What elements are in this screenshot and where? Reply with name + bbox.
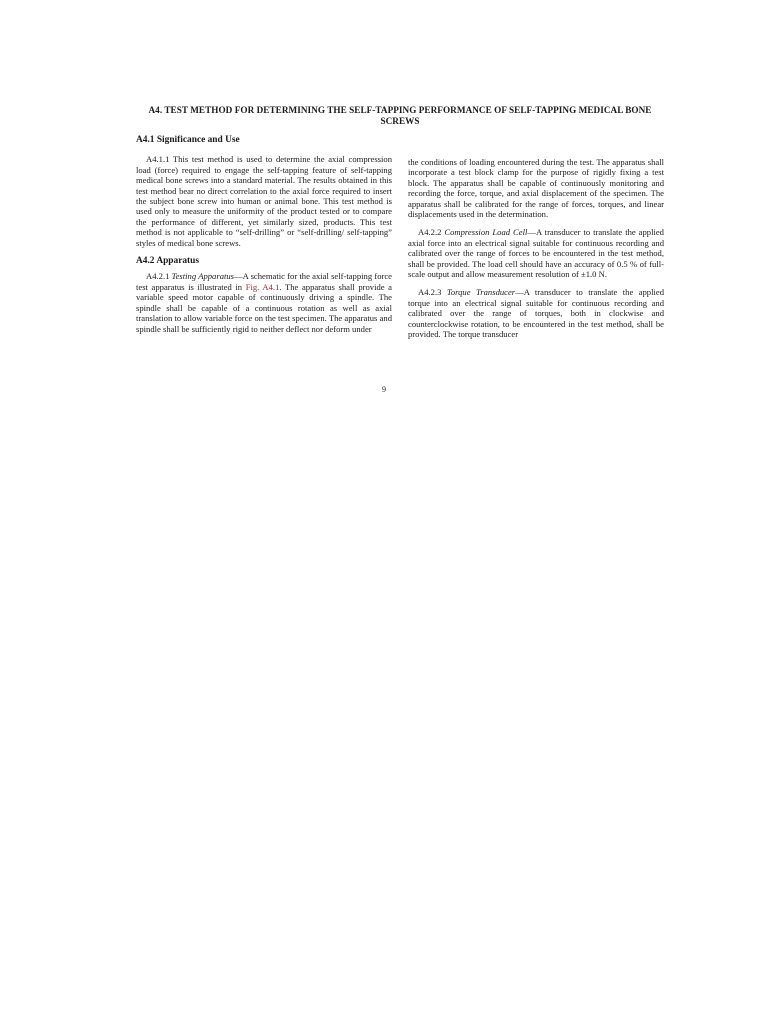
- term-compression-load-cell: Compression Load Cell: [444, 227, 528, 238]
- paragraph-a4-2-2: [408, 227, 664, 279]
- paragraph-a4-2-1: [136, 271, 392, 333]
- section-heading-significance: A4.1 Significance and Use: [136, 135, 240, 145]
- paragraph-number: A4.2.3: [418, 287, 447, 298]
- left-column: [136, 135, 392, 342]
- paragraph-number: A4.2.2: [418, 227, 445, 238]
- paragraph-a4-2-1-continued: the conditions of loading encountered during the test. The apparatus shall incorporate a test block clamp for the purpose of rigidly fixing a test block. The apparatus shall be capable of continuously monitoring and recording the force, torque, and axial displacement of the specimen. The apparatus shall be calibrated for the range of forces, torques, and linear displacements used in the determination.: [408, 157, 664, 220]
- page-number: 9: [382, 385, 386, 394]
- paragraph-text: —A transducer to translate the applied torque into an electrical signal suitable for continuous recording and calibrated over the range of torques, both in clockwise and counterclockwise rotation, to be encountered in the test method, shall be provided. The torque transducer: [408, 287, 664, 340]
- term-torque-transducer: Torque Transducer: [446, 287, 516, 298]
- figure-reference-link[interactable]: Fig. A4.1: [245, 281, 280, 292]
- paragraph-number: A4.2.1: [146, 271, 172, 282]
- term-testing-apparatus: Testing Apparatus: [171, 271, 235, 282]
- section-heading-apparatus: A4.2 Apparatus: [136, 256, 200, 267]
- page-title: A4. TEST METHOD FOR DETERMINING THE SELF-TAPPING PERFORMANCE OF SELF-TAPPING MEDICAL BONE SCREWS: [148, 105, 652, 126]
- paragraph-a4-2-3: [408, 287, 664, 339]
- paragraph-text: . The apparatus shall provide a variable speed motor capable of continuously driving a spindle. The spindle shall be capable of a continuous rotation as well as axial translation to allow variable force on the test specimen. The apparatus and spindle shall be sufficiently rigid to neither deflect nor deform under: [136, 281, 392, 334]
- paragraph-text: —A schematic for the axial self-tapping force test apparatus is illustrated in: [136, 271, 392, 292]
- paragraph-text: —A transducer to translate the applied axial force into an electrical signal suitable for continuous recording and calibrated over the range of forces to be encountered in the test method, shall be provided. The load cell should have an accuracy of 0.5 % of full-scale output and allow measurement resolution of ±1.0 N.: [408, 227, 664, 280]
- right-column: [408, 157, 664, 348]
- paragraph-a4-1-1: A4.1.1 This test method is used to determine the axial compression load (force) required to engage the self-tapping feature of self-tapping medical bone screws into a standard material. The results obtained in this test method bear no direct correlation to the axial force required to insert the subject bone screw into human or animal bone. This test method is used only to measure the uniformity of the product tested or to compare the performance of different, yet similarly sized, products. This test method is not applicable to “self-drilling” or “self-drilling/ self-tapping” styles of medical bone screws.: [136, 154, 392, 248]
